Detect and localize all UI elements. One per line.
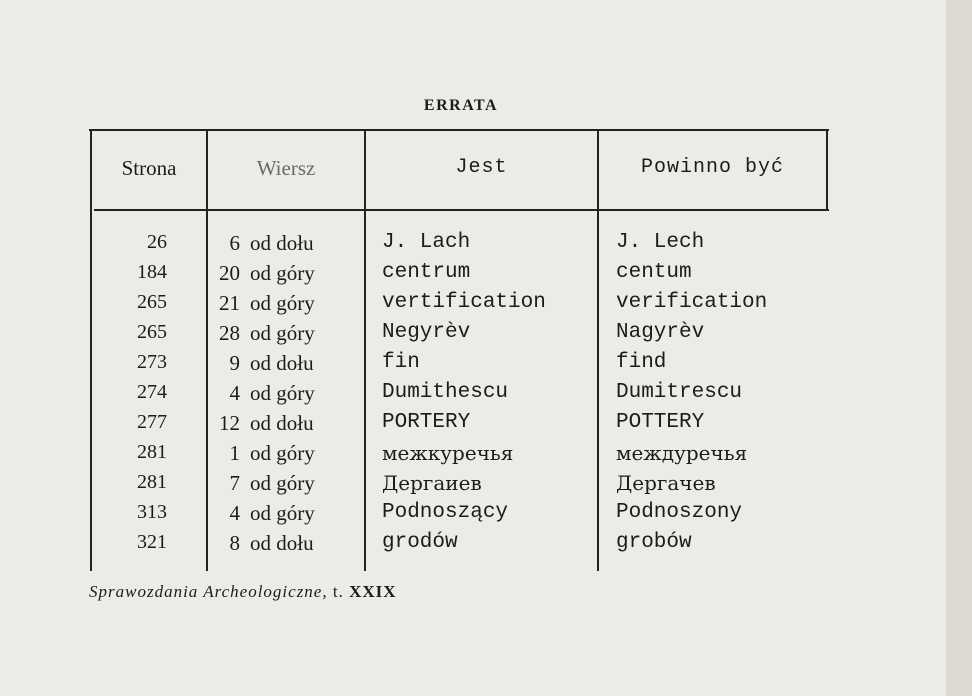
corrected-text: Дергачев <box>616 471 716 495</box>
line-number: 12 <box>219 411 240 435</box>
erroneous-text: Дергаиев <box>382 471 482 495</box>
line-direction: od góry <box>250 261 315 285</box>
page-number: 281 <box>137 441 167 463</box>
line-ref <box>212 441 315 466</box>
table-row <box>0 291 946 321</box>
page-edge <box>946 0 972 696</box>
header-jest: Jest <box>455 156 508 179</box>
table-row <box>0 531 946 561</box>
line-direction: od dołu <box>250 531 314 555</box>
erroneous-text: centrum <box>382 261 471 284</box>
line-number: 9 <box>229 351 240 375</box>
table-row <box>0 321 946 351</box>
page-number: 265 <box>137 321 167 343</box>
line-ref <box>212 381 315 406</box>
erroneous-text: fin <box>382 351 420 374</box>
corrected-text: verification <box>616 291 768 314</box>
header-strona: Strona <box>121 156 177 180</box>
line-ref <box>212 531 314 556</box>
line-direction: od góry <box>250 381 315 405</box>
page-number: 281 <box>137 471 167 493</box>
erroneous-text: PORTERY <box>382 411 471 434</box>
page-number: 277 <box>137 411 167 433</box>
line-number: 1 <box>229 441 240 465</box>
corrected-text: grobów <box>616 531 692 554</box>
header-powinno: Powinno być <box>640 156 785 179</box>
table-top-rule <box>89 129 829 131</box>
line-direction: od dołu <box>250 351 314 375</box>
line-number: 6 <box>229 231 240 255</box>
erroneous-text: vertification <box>382 291 546 314</box>
journal-citation <box>89 582 397 602</box>
erroneous-text: Dumithescu <box>382 381 509 404</box>
volume-prefix: t. <box>332 582 344 601</box>
line-number: 20 <box>219 261 240 285</box>
corrected-text: Dumitrescu <box>616 381 743 404</box>
erroneous-text: Negyrèv <box>382 321 471 344</box>
line-ref <box>212 291 315 316</box>
journal-name: Sprawozdania Archeologiczne, <box>89 582 328 601</box>
line-number: 4 <box>229 501 240 525</box>
line-ref <box>212 471 315 496</box>
line-number: 4 <box>229 381 240 405</box>
table-row <box>0 501 946 531</box>
line-direction: od dołu <box>250 231 314 255</box>
page-number: 265 <box>137 291 167 313</box>
page-number: 313 <box>137 501 167 523</box>
table-row <box>0 381 946 411</box>
table-row <box>0 351 946 381</box>
erroneous-text: J. Lach <box>382 231 471 254</box>
line-direction: od góry <box>250 471 315 495</box>
corrected-text: Podnoszony <box>616 501 743 524</box>
corrected-text: Nagyrèv <box>616 321 705 344</box>
column-divider <box>826 131 828 209</box>
header-wiersz: Wiersz <box>256 156 316 180</box>
line-number: 8 <box>229 531 240 555</box>
erroneous-text: Podnoszący <box>382 501 509 524</box>
page-number: 274 <box>137 381 167 403</box>
volume-number: XXIX <box>349 582 397 601</box>
header-bottom-rule <box>94 209 829 211</box>
line-ref <box>212 411 314 436</box>
corrected-text: J. Lech <box>616 231 705 254</box>
line-number: 21 <box>219 291 240 315</box>
erroneous-text: grodów <box>382 531 458 554</box>
line-ref <box>212 321 315 346</box>
line-direction: od góry <box>250 501 315 525</box>
line-direction: od dołu <box>250 411 314 435</box>
line-direction: od góry <box>250 441 315 465</box>
page-number: 321 <box>137 531 167 553</box>
corrected-text: centum <box>616 261 692 284</box>
page-number: 273 <box>137 351 167 373</box>
erroneous-text: межкуречья <box>382 441 514 465</box>
line-ref <box>212 261 315 286</box>
table-row <box>0 261 946 291</box>
corrected-text: POTTERY <box>616 411 705 434</box>
line-direction: od góry <box>250 321 315 345</box>
table-row <box>0 231 946 261</box>
corrected-text: find <box>616 351 667 374</box>
line-ref <box>212 351 314 376</box>
line-ref <box>212 231 314 256</box>
table-row <box>0 411 946 441</box>
page-title: ERRATA <box>423 97 499 114</box>
line-ref <box>212 501 315 526</box>
table-row <box>0 471 946 501</box>
line-number: 7 <box>229 471 240 495</box>
table-row <box>0 441 946 471</box>
page-number: 184 <box>137 261 167 283</box>
line-direction: od góry <box>250 291 315 315</box>
line-number: 28 <box>219 321 240 345</box>
page-number: 26 <box>147 231 167 253</box>
corrected-text: междуречья <box>616 441 748 465</box>
